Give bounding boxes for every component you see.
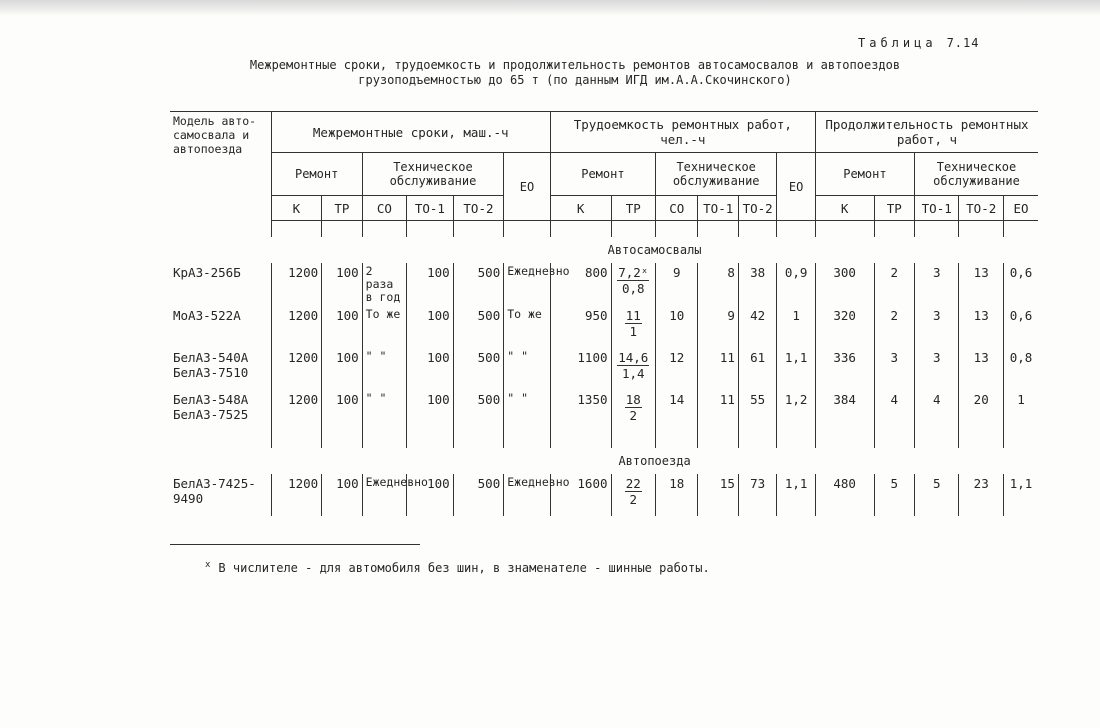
cell-interval-to2: 500: [453, 348, 504, 390]
header-labor: Трудоемкость ремонтных работ, чел.-ч: [550, 112, 815, 153]
cell-duration-tr: 2: [874, 263, 914, 306]
spacer-cell: [170, 221, 271, 238]
spacer-cell: [453, 221, 504, 238]
cell-duration-k: 336: [815, 348, 874, 390]
spacer-cell: [656, 221, 698, 238]
spacer-cell: [1003, 432, 1038, 448]
header-duration-repair: Ремонт: [815, 153, 914, 196]
spacer-cell: [170, 432, 271, 448]
cell-labor-to2: 55: [738, 390, 776, 432]
cell-labor-so: 18: [656, 474, 698, 516]
header-intervals-eo: ЕО: [504, 153, 551, 221]
cell-interval-tr: 100: [322, 306, 362, 348]
fraction-denominator: 0,8: [621, 281, 645, 296]
cell-duration-to2: 23: [959, 474, 1004, 516]
cell-duration-k: 480: [815, 474, 874, 516]
cell-duration-to2: 13: [959, 348, 1004, 390]
cell-interval-so: То же: [362, 306, 407, 348]
table-row: [170, 474, 1038, 516]
cell-interval-k: 1200: [271, 306, 322, 348]
header-labor-maintenance: Техническое обслуживание: [656, 153, 777, 196]
cell-duration-eo: 1,1: [1009, 476, 1033, 491]
fraction-numerator: 14,6: [618, 350, 649, 365]
spacer-cell: [271, 221, 322, 238]
spacer-cell: [550, 432, 611, 448]
spacer-cell: [504, 432, 551, 448]
cell-labor-eo: 0,9: [777, 263, 815, 306]
spacer-cell: [874, 432, 914, 448]
spacer-cell: [815, 221, 874, 238]
spacer-cell: [611, 221, 656, 238]
cell-interval-k: 1200: [271, 348, 322, 390]
table-row: [170, 390, 1038, 432]
cell-duration-tr: 4: [874, 390, 914, 432]
col-header: СО: [656, 196, 698, 221]
table-number: 7.14: [946, 36, 980, 50]
cell-labor-k: 1350: [550, 390, 611, 432]
section-pad: [170, 448, 271, 474]
footnote-text: В числителе - для автомобиля без шин, в знаменателе - шинные работы.: [218, 561, 710, 575]
col-header: СО: [362, 196, 407, 221]
cell-model: МоАЗ-522А: [170, 306, 271, 348]
spacer-cell: [271, 432, 322, 448]
cell-labor-to1: 15: [698, 474, 738, 516]
spacer-cell: [777, 432, 815, 448]
spacer-row: [170, 221, 1038, 238]
spacer-cell: [959, 432, 1004, 448]
cell-labor-so: 12: [656, 348, 698, 390]
cell-labor-eo: 1,1: [777, 474, 815, 516]
cell-duration-to1: 4: [914, 390, 959, 432]
spacer-cell: [914, 221, 959, 238]
cell-interval-k: 1200: [271, 263, 322, 306]
cell-labor-to2: 38: [738, 263, 776, 306]
cell-labor-tr: [611, 474, 656, 516]
section-row: [170, 237, 1038, 263]
col-header: ТР: [611, 196, 656, 221]
cell-interval-to2: 500: [453, 306, 504, 348]
col-header: К: [550, 196, 611, 221]
fraction-denominator: 1,4: [621, 366, 645, 381]
header-model: Модель авто-самосвала и автопоезда: [170, 112, 271, 221]
cell-labor-to2: 73: [738, 474, 776, 516]
cell-interval-to2: 500: [453, 390, 504, 432]
spacer-cell: [777, 221, 815, 238]
cell-labor-so: 10: [656, 306, 698, 348]
fraction-numerator: 18: [625, 392, 641, 407]
spacer-cell: [874, 221, 914, 238]
footnote-mark: x: [205, 560, 211, 570]
cell-duration-to1: 3: [914, 306, 959, 348]
fraction-numerator: 11: [625, 308, 641, 323]
cell-interval-to1: 100: [407, 348, 454, 390]
cell-duration-tr: 5: [874, 474, 914, 516]
table-row: [170, 306, 1038, 348]
cell-interval-eo: Ежедневно: [504, 263, 551, 306]
cell-duration-to2: 13: [959, 263, 1004, 306]
cell-duration-eo: 0,6: [1009, 265, 1033, 280]
cell-interval-to1: 100: [407, 474, 454, 516]
cell-duration-k: 300: [815, 263, 874, 306]
table-body: [170, 221, 1038, 517]
table-caption: [200, 58, 950, 88]
fraction-numerator: 7,2ˣ: [618, 265, 649, 280]
cell-labor-so: 9: [656, 263, 698, 306]
cell-interval-k: 1200: [271, 390, 322, 432]
cell-duration-eo: 1: [1017, 392, 1025, 407]
cell-duration-k: 320: [815, 306, 874, 348]
cell-labor-so: 14: [656, 390, 698, 432]
cell-interval-tr: 100: [322, 263, 362, 306]
cell-interval-to1: 100: [407, 263, 454, 306]
fraction-denominator: 1: [629, 324, 638, 339]
fraction: [625, 476, 642, 507]
cell-interval-so: " ": [362, 390, 407, 432]
cell-duration-to2: 20: [959, 390, 1004, 432]
cell-interval-to2: 500: [453, 474, 504, 516]
col-header: ТО-1: [914, 196, 959, 221]
cell-interval-to1: 100: [407, 306, 454, 348]
caption-line-2: грузоподъемностью до 65 т (по данным ИГД им.А.А.Скочинского): [358, 73, 792, 87]
cell-interval-so: " ": [362, 348, 407, 390]
cell-labor-tr: [611, 390, 656, 432]
section-title: Автосамосвалы: [607, 243, 702, 257]
fraction-denominator: 2: [629, 408, 638, 423]
table-row: [170, 348, 1038, 390]
footnote: [205, 560, 710, 575]
cell-labor-k: 800: [550, 263, 611, 306]
cell-labor-to1: 11: [698, 348, 738, 390]
fraction: [625, 308, 642, 339]
spacer-cell: [656, 432, 698, 448]
spacer-cell: [322, 432, 362, 448]
cell-labor-to1: 9: [698, 306, 738, 348]
spacer-cell: [362, 432, 407, 448]
spacer-cell: [815, 432, 874, 448]
cell-duration-to1: 3: [914, 348, 959, 390]
cell-interval-so: 2 раза в год: [362, 263, 407, 306]
cell-labor-tr: [611, 348, 656, 390]
cell-labor-k: 950: [550, 306, 611, 348]
cell-labor-to1: 8: [698, 263, 738, 306]
cell-interval-k: 1200: [271, 474, 322, 516]
spacer-cell: [698, 432, 738, 448]
col-header: К: [271, 196, 322, 221]
cell-duration-tr: 2: [874, 306, 914, 348]
header-labor-repair: Ремонт: [550, 153, 655, 196]
table-label: [858, 36, 979, 50]
cell-duration-to1: 5: [914, 474, 959, 516]
cell-interval-to1: 100: [407, 390, 454, 432]
cell-labor-k: 1600: [550, 474, 611, 516]
col-header: ТО-2: [453, 196, 504, 221]
cell-duration-tr: 3: [874, 348, 914, 390]
cell-interval-eo: " ": [504, 390, 551, 432]
cell-model: КрАЗ-256Б: [170, 263, 271, 306]
spacer-cell: [1003, 221, 1038, 238]
cell-duration-k: 384: [815, 390, 874, 432]
spacer-cell: [453, 432, 504, 448]
col-header: ТР: [874, 196, 914, 221]
cell-interval-eo: Ежедневно: [504, 474, 551, 516]
col-header: ТО-2: [959, 196, 1004, 221]
caption-line-1: Межремонтные сроки, трудоемкость и продолжительность ремонтов автосамосвалов и автопоездов: [249, 58, 901, 72]
header-labor-eo: ЕО: [777, 153, 815, 221]
header-intervals-maintenance: Техническое обслуживание: [362, 153, 504, 196]
cell-duration-to1: 3: [914, 263, 959, 306]
col-header: ТО-1: [698, 196, 738, 221]
cell-labor-to2: 42: [738, 306, 776, 348]
fraction: [617, 265, 649, 296]
cell-labor-eo: 1: [777, 306, 815, 348]
cell-labor-tr: [611, 263, 656, 306]
cell-labor-k: 1100: [550, 348, 611, 390]
cell-labor-to1: 11: [698, 390, 738, 432]
cell-duration-to2: 13: [959, 306, 1004, 348]
cell-model: БелАЗ-548А БелАЗ-7525: [170, 390, 271, 432]
col-header: ТО-1: [407, 196, 454, 221]
spacer-cell: [959, 221, 1004, 238]
spacer-cell: [362, 221, 407, 238]
cell-interval-tr: 100: [322, 348, 362, 390]
spacer-cell: [738, 221, 776, 238]
header-intervals: Межремонтные сроки, маш.-ч: [271, 112, 550, 153]
col-header: ТР: [322, 196, 362, 221]
cell-interval-tr: 100: [322, 474, 362, 516]
footnote-rule: [170, 544, 420, 545]
cell-duration-eo: 0,8: [1009, 350, 1033, 365]
section-title: Автопоезда: [618, 454, 691, 468]
cell-model: БелАЗ-540А БелАЗ-7510: [170, 348, 271, 390]
header-duration: Продолжительность ремонтных работ, ч: [815, 112, 1038, 153]
cell-model: БелАЗ-7425-9490: [170, 474, 271, 516]
scan-shadow: [0, 0, 1100, 16]
table-label-word: Таблица: [858, 36, 937, 50]
section-pad: [170, 237, 271, 263]
spacer-cell: [322, 221, 362, 238]
spacer-cell: [504, 221, 551, 238]
spacer-row: [170, 432, 1038, 448]
cell-labor-eo: 1,1: [777, 348, 815, 390]
cell-duration-eo: 0,6: [1009, 308, 1033, 323]
spacer-cell: [698, 221, 738, 238]
fraction-numerator: 22: [625, 476, 641, 491]
spacer-cell: [407, 432, 454, 448]
fraction-denominator: 2: [629, 492, 638, 507]
cell-interval-eo: То же: [504, 306, 551, 348]
col-header: ТО-2: [738, 196, 776, 221]
cell-interval-to2: 500: [453, 263, 504, 306]
header-intervals-repair: Ремонт: [271, 153, 362, 196]
spacer-cell: [738, 432, 776, 448]
cell-labor-tr: [611, 306, 656, 348]
section-row: [170, 448, 1038, 474]
col-header: ЕО: [1003, 196, 1038, 221]
cell-interval-tr: 100: [322, 390, 362, 432]
spacer-cell: [611, 432, 656, 448]
cell-labor-eo: 1,2: [777, 390, 815, 432]
spacer-cell: [550, 221, 611, 238]
fraction: [617, 350, 649, 381]
cell-interval-so: Ежедневно: [362, 474, 407, 516]
maintenance-table: [170, 111, 1038, 516]
spacer-cell: [914, 432, 959, 448]
header-duration-maintenance: Техническое обслуживание: [914, 153, 1038, 196]
table-row: [170, 263, 1038, 306]
cell-interval-eo: " ": [504, 348, 551, 390]
cell-labor-to2: 61: [738, 348, 776, 390]
col-header: К: [815, 196, 874, 221]
spacer-cell: [407, 221, 454, 238]
fraction: [625, 392, 642, 423]
